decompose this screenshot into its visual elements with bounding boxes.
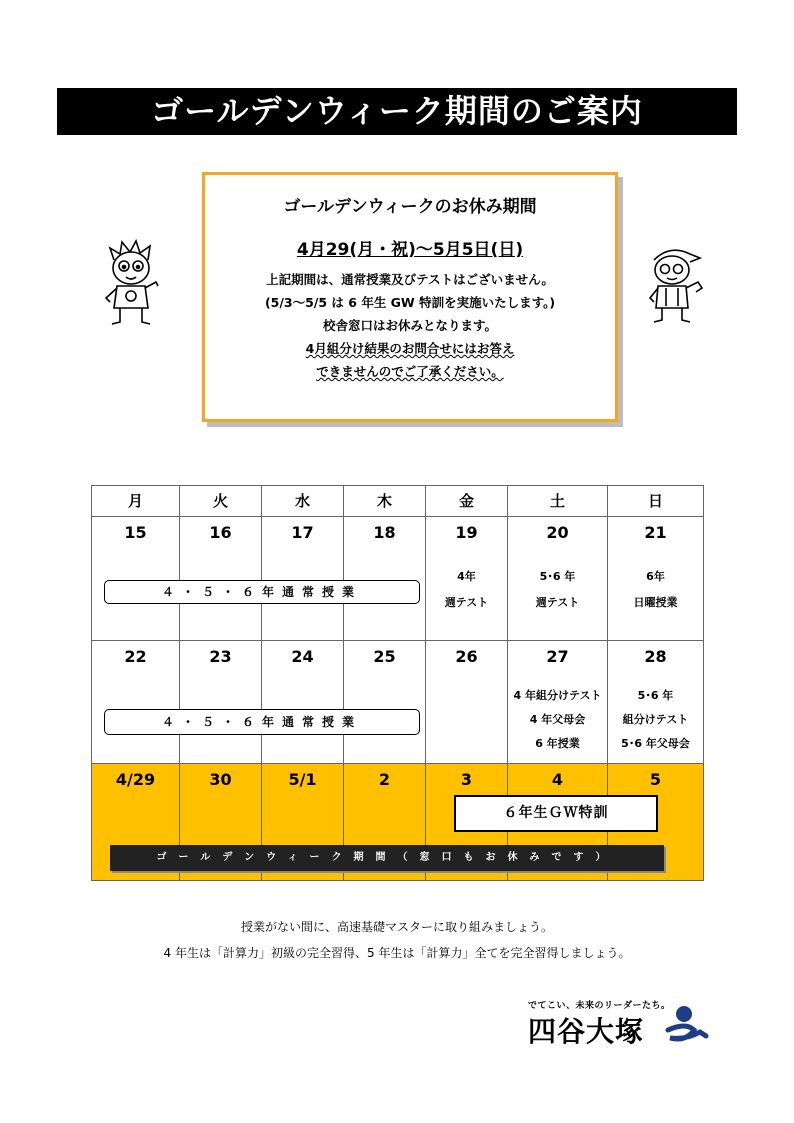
- brand-logo-icon: [664, 1002, 710, 1044]
- day-number: 27: [546, 646, 569, 666]
- event-text: 6年: [646, 569, 665, 583]
- calendar-week-row: [92, 640, 704, 764]
- day-number: 4/29: [115, 770, 156, 790]
- day-number: 30: [209, 770, 232, 790]
- event-text: 4年: [457, 569, 476, 583]
- day-number: 25: [373, 646, 396, 666]
- footer-line: 授業がない間に、高速基礎マスターに取り組みましょう。: [240, 920, 553, 934]
- day-number: 28: [644, 646, 667, 666]
- calendar-header-row: [92, 486, 704, 517]
- day-number: 23: [209, 646, 232, 666]
- footer-line: 4 年生は「計算力」初級の完全習得、5 年生は「計算力」全てを完全習得しましょう。: [163, 946, 631, 960]
- brand-name: 四谷大塚: [528, 1015, 645, 1048]
- event-text: 週テスト: [535, 595, 580, 609]
- day-number: 2: [378, 770, 391, 790]
- weekday-header: 土: [508, 486, 608, 517]
- event-text: 組分けテスト: [622, 712, 689, 726]
- day-number: 22: [124, 646, 147, 666]
- day-cell: [608, 516, 704, 640]
- boy-mascot-left-illustration: [100, 238, 164, 328]
- day-number: 17: [291, 522, 314, 542]
- event-text: 4 年組分けテスト: [513, 688, 602, 702]
- day-number: 3: [460, 770, 473, 790]
- weekday-header: 火: [180, 486, 262, 517]
- event-text: 5･6 年: [539, 569, 576, 583]
- day-cell: [92, 516, 180, 640]
- notice-warning: できませんのでご了承ください。: [316, 364, 504, 379]
- day-cell: [262, 516, 344, 640]
- day-cell: [344, 516, 426, 640]
- notice-line: 校舎窓口はお休みとなります。: [322, 318, 497, 333]
- brand-tagline: でてこい、未来のリーダーたち。: [528, 1001, 671, 1011]
- event-text: 5･6 年: [637, 688, 674, 702]
- day-cell: [262, 640, 344, 764]
- day-number: 21: [644, 522, 667, 542]
- event-text: 週テスト: [444, 595, 489, 609]
- day-cell: [426, 640, 508, 764]
- day-number: 26: [455, 646, 478, 666]
- day-cell: [92, 640, 180, 764]
- event-text: 5･6 年父母会: [621, 736, 690, 750]
- golden-week-closed-bar: ゴールデンウィーク期間（窓口もお休みです）: [110, 845, 664, 871]
- day-cell: [426, 516, 508, 640]
- day-number: 4: [551, 770, 564, 790]
- day-number: 5/1: [288, 770, 317, 790]
- holiday-notice-box: [202, 172, 618, 422]
- weekday-header: 月: [92, 486, 180, 517]
- day-number: 24: [291, 646, 314, 666]
- day-cell: [508, 640, 608, 764]
- regular-class-banner: ４・５・６年通常授業: [104, 709, 420, 735]
- notice-heading: ゴールデンウィークのお休み期間: [283, 197, 537, 217]
- boy-mascot-right-illustration: [640, 242, 708, 326]
- weekday-header: 金: [426, 486, 508, 517]
- day-cell: [180, 640, 262, 764]
- notice-dates: 4月29(月・祝)～5月5日(日): [296, 240, 524, 260]
- day-cell: [508, 516, 608, 640]
- day-number: 5: [649, 770, 662, 790]
- day-number: 15: [124, 522, 147, 542]
- event-text: 4 年父母会: [529, 712, 586, 726]
- notice-line: (5/3～5/5 は 6 年生 GW 特訓を実施いたします。): [264, 295, 556, 310]
- weekday-header: 木: [344, 486, 426, 517]
- page-title: ゴールデンウィーク期間のご案内: [57, 88, 737, 135]
- day-cell: [608, 640, 704, 764]
- day-cell: [344, 640, 426, 764]
- calendar-week-row: [92, 516, 704, 640]
- weekday-header: 日: [608, 486, 704, 517]
- day-number: 16: [209, 522, 232, 542]
- notice-warning: 4月組分け結果のお問合せにはお答え: [305, 341, 515, 356]
- day-number: 18: [373, 522, 396, 542]
- day-number: 20: [546, 522, 569, 542]
- regular-class-banner: ４・５・６年通常授業: [104, 580, 420, 604]
- day-number: 19: [455, 522, 478, 542]
- gw-special-training-label: ６年生ＧＷ特訓: [454, 795, 658, 832]
- day-cell: [180, 516, 262, 640]
- notice-line: 上記期間は、通常授業及びテストはございません。: [266, 272, 554, 287]
- event-text: 6 年授業: [535, 736, 580, 750]
- weekday-header: 水: [262, 486, 344, 517]
- event-text: 日曜授業: [633, 595, 678, 609]
